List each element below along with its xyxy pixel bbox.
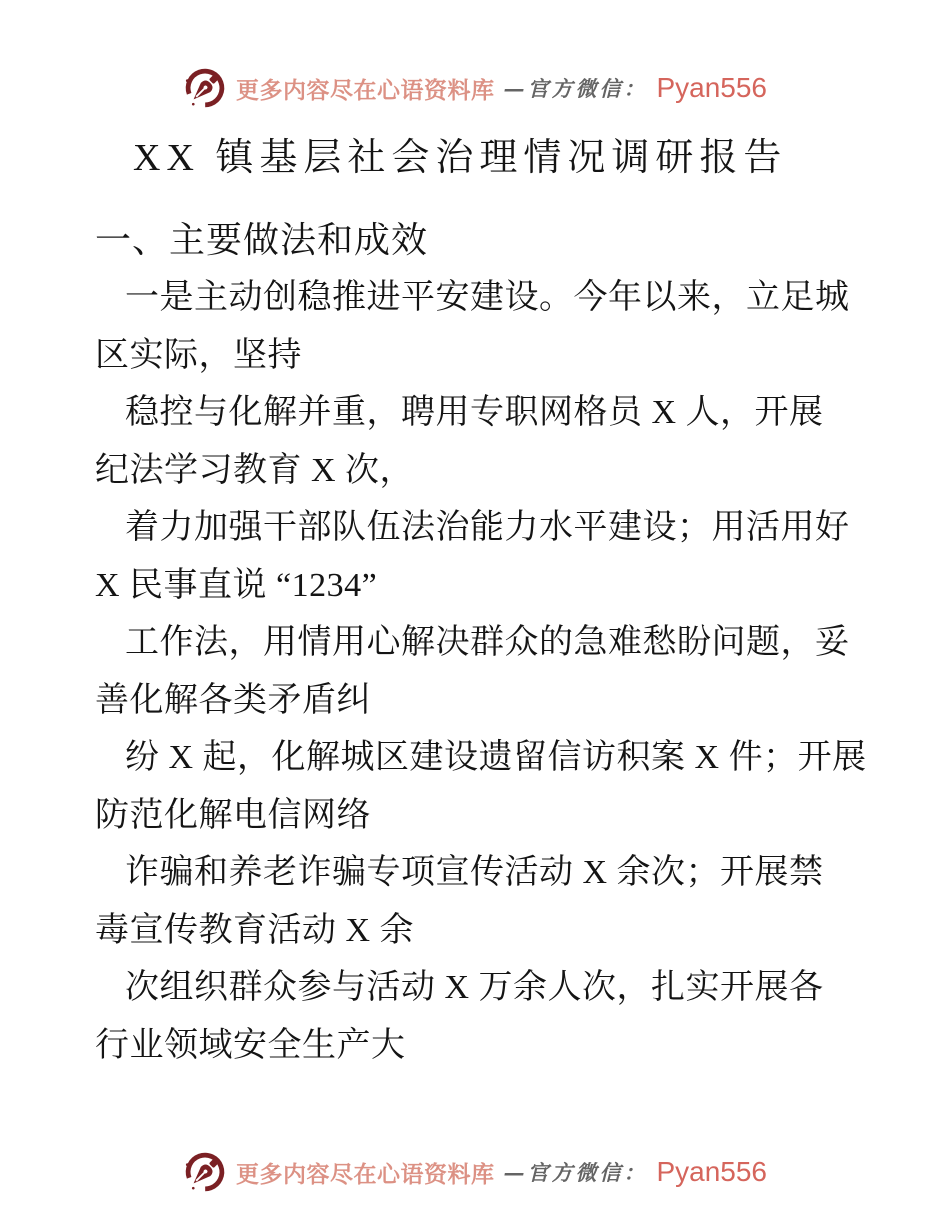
body-line: 工作法，用情用心解决群众的急难愁盼问题，妥 — [125, 624, 850, 662]
body-line: 纷 X 起，化解城区建设遗留信访积案 X 件；开展 — [125, 739, 867, 777]
body-line: 区实际，坚持 — [95, 336, 302, 374]
body-line: 善化解各类矛盾纠 — [95, 681, 371, 719]
body-line: X 民事直说 “1234” — [95, 566, 378, 604]
body-line: 着力加强干部队伍法治能力水平建设；用活用好 — [125, 509, 850, 547]
pen-logo-icon — [183, 64, 227, 112]
body-line: 纪法学习教育 X 次， — [95, 451, 415, 489]
body-line: 毒宣传教育活动 X 余 — [95, 911, 415, 949]
section-heading: 一、主要做法和成效 — [95, 220, 429, 261]
watermark-slogan: 更多内容尽在心语资料库 — [235, 1161, 495, 1187]
wechat-label: —官方微信： — [503, 76, 648, 101]
watermark-slogan: 更多内容尽在心语资料库 — [235, 77, 495, 103]
wechat-id: Pyan556 — [656, 72, 768, 103]
body-line: 次组织群众参与活动 X 万余人次，扎实开展各 — [125, 969, 824, 1007]
document-body — [95, 269, 867, 1074]
body-line: 稳控与化解并重，聘用专职网格员 X 人，开展 — [125, 394, 824, 432]
footer-watermark — [95, 1146, 855, 1198]
header-watermark — [95, 62, 855, 114]
body-line: 一是主动创稳推进平安建设。今年以来，立足城 — [125, 279, 850, 317]
body-line: 诈骗和养老诈骗专项宣传活动 X 余次；开展禁 — [125, 854, 824, 892]
pen-logo-icon — [183, 1148, 227, 1196]
wechat-label: —官方微信： — [503, 1160, 648, 1186]
document-title: XX 镇基层社会治理情况调研报告 — [133, 137, 788, 179]
body-line: 行业领域安全生产大 — [95, 1026, 406, 1064]
wechat-id: Pyan556 — [656, 1156, 768, 1188]
body-line: 防范化解电信网络 — [95, 796, 371, 834]
